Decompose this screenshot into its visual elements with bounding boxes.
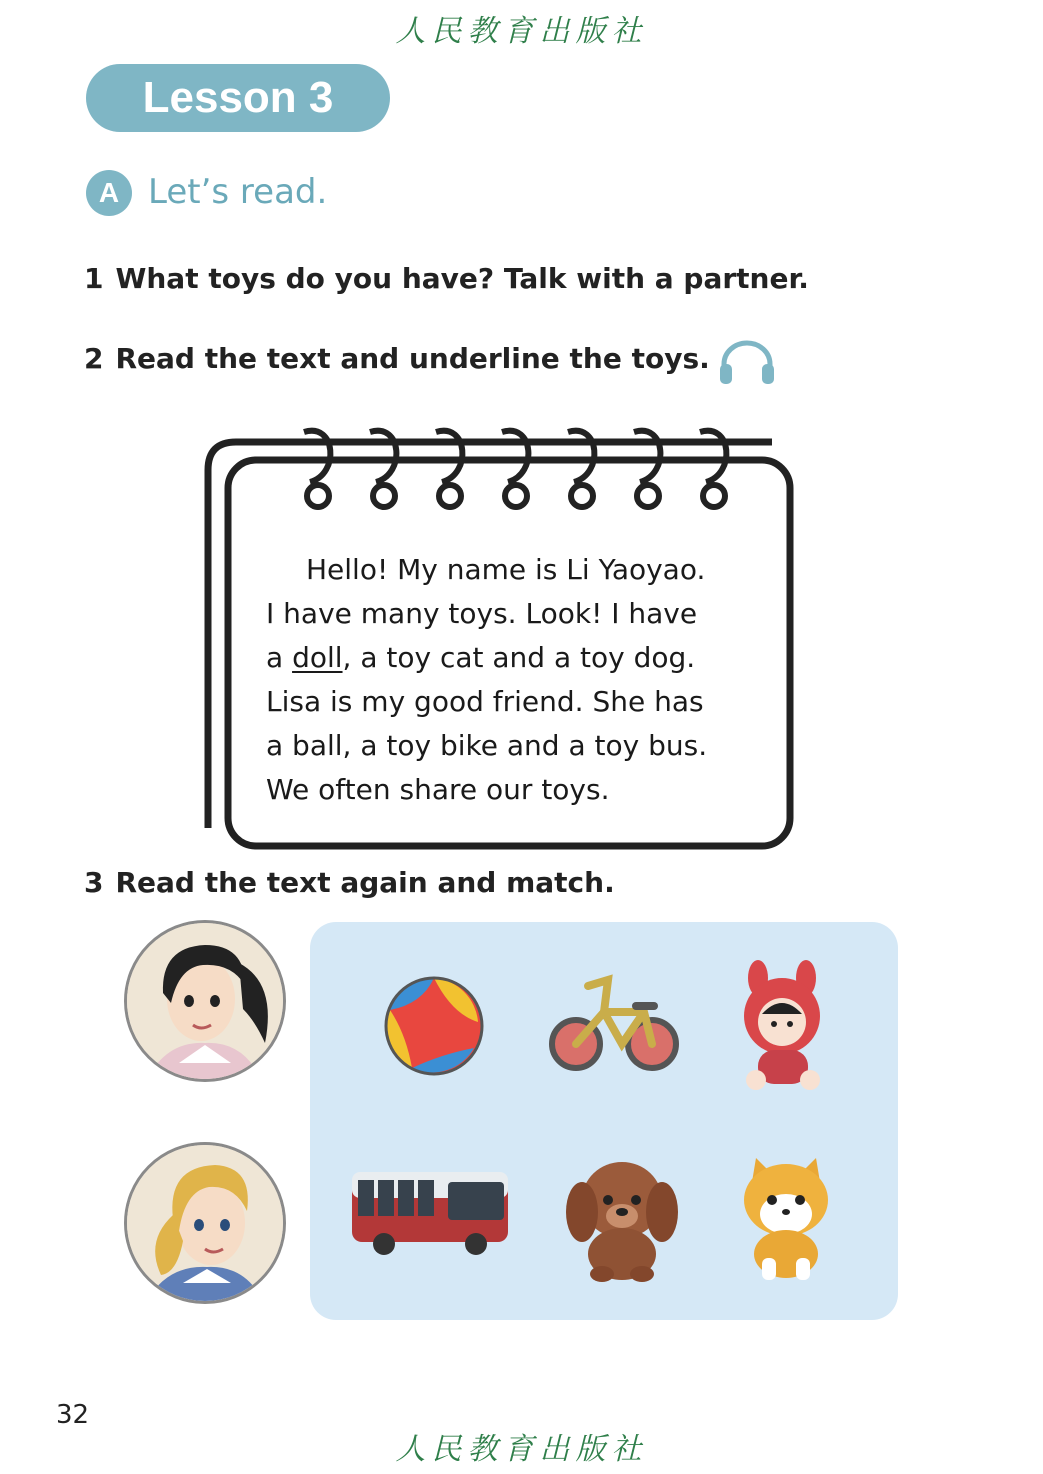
lesson-title: Lesson 3: [86, 64, 390, 132]
toy-picture-panel: [310, 922, 898, 1320]
underlined-toy: doll: [292, 641, 343, 674]
girl-blonde-hair-illustration: [127, 1145, 283, 1301]
instruction-text: Read the text and underline the toys.: [115, 342, 710, 375]
section-badge: A: [86, 170, 132, 216]
section-title: Let’s read.: [148, 172, 328, 212]
reading-line: I have many toys. Look! I have: [266, 597, 698, 630]
toy-cat-icon[interactable]: [738, 1154, 834, 1284]
reading-line: a ball, a toy bike and a toy bus.: [266, 729, 708, 762]
instruction-3: [84, 866, 615, 899]
reading-fragment: , a toy cat and a toy dog.: [342, 641, 696, 674]
publisher-header: 人民教育出版社: [395, 14, 648, 49]
instruction-2: [84, 342, 710, 375]
instruction-text: Read the text again and match.: [115, 866, 615, 899]
toy-bike-icon[interactable]: [548, 972, 680, 1076]
page-number: 32: [56, 1400, 90, 1430]
instruction-number: 1: [84, 262, 104, 295]
reading-line: We often share our toys.: [266, 773, 610, 806]
instruction-text: What toys do you have? Talk with a partner.: [115, 262, 809, 295]
toy-bus-icon[interactable]: [348, 1166, 514, 1258]
reading-line: Hello! My name is Li Yaoyao.: [306, 553, 706, 586]
toy-dog-icon[interactable]: [564, 1154, 680, 1284]
publisher-footer: 人民教育出版社: [395, 1432, 648, 1467]
girl-dark-hair-illustration: [127, 923, 283, 1079]
instruction-1: [84, 262, 809, 295]
reading-line: Lisa is my good friend. She has: [266, 685, 704, 718]
reading-text: [266, 548, 786, 812]
doll-icon[interactable]: [734, 958, 832, 1092]
headphones-icon[interactable]: [718, 340, 776, 384]
instruction-number: 3: [84, 866, 104, 899]
instruction-number: 2: [84, 342, 104, 375]
ball-icon[interactable]: [382, 974, 486, 1078]
reading-fragment: a: [266, 641, 293, 674]
li-yaoyao-avatar[interactable]: [124, 920, 286, 1082]
lisa-avatar[interactable]: [124, 1142, 286, 1304]
reading-line: [266, 636, 786, 680]
